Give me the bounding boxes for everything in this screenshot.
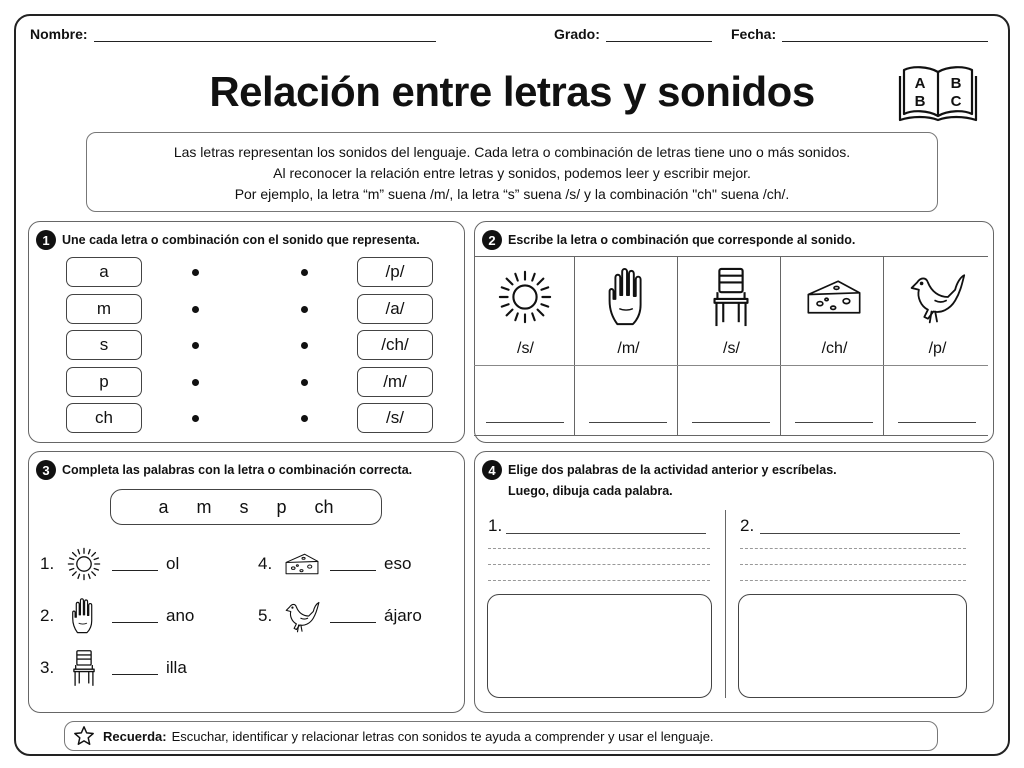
abc-book-icon bbox=[898, 62, 978, 122]
word-1-label: 1. bbox=[488, 516, 503, 535]
answer-line[interactable] bbox=[795, 422, 873, 423]
word-ending: eso bbox=[384, 554, 412, 573]
intro-box bbox=[86, 132, 938, 212]
activity-4-number: 4 bbox=[482, 460, 502, 480]
item-number: 2. bbox=[40, 606, 55, 625]
chair-icon bbox=[66, 649, 102, 687]
word-ending: illa bbox=[166, 658, 187, 677]
letter-box: a bbox=[66, 257, 142, 287]
name-line[interactable] bbox=[94, 26, 436, 42]
bird-icon bbox=[284, 597, 320, 635]
chair-icon bbox=[702, 266, 760, 328]
book-letter-c: C bbox=[950, 93, 962, 110]
intro-line-3: Por ejemplo, la letra “m” suena /m/, la letra “s” suena /s/ y la combinación "ch" suena /ch/. bbox=[234, 186, 790, 202]
fill-blank[interactable] bbox=[330, 557, 376, 571]
word-ending: ano bbox=[166, 606, 195, 625]
answer-line[interactable] bbox=[692, 422, 770, 423]
bank-item: a bbox=[158, 496, 169, 517]
sound-label: /s/ bbox=[723, 340, 740, 357]
word-ending: ájaro bbox=[384, 606, 422, 625]
activity-3-instruction: Completa las palabras con la letra o combinación correcta. bbox=[62, 463, 413, 477]
guide-line bbox=[740, 580, 966, 581]
activity-3-number: 3 bbox=[36, 460, 56, 480]
match-dot-left[interactable] bbox=[192, 342, 199, 349]
word-item bbox=[40, 597, 194, 635]
intro-line-1: Las letras representan los sonidos del lenguaje. Cada letra o combinación de letras tiene uno o más sonidos. bbox=[173, 144, 851, 160]
guide-line bbox=[488, 564, 710, 565]
activity-1-number: 1 bbox=[36, 230, 56, 250]
answer-line[interactable] bbox=[486, 422, 564, 423]
activity-4-instruction-1: Elige dos palabras de la actividad anterior y escríbelas. bbox=[508, 463, 837, 477]
date-field[interactable] bbox=[731, 26, 988, 42]
letter-box: m bbox=[66, 294, 142, 324]
table-divider bbox=[474, 365, 988, 366]
activity-1-instruction: Une cada letra o combinación con el sonido que representa. bbox=[62, 233, 420, 247]
word-2-line[interactable] bbox=[760, 533, 960, 534]
book-letter-a: A bbox=[914, 75, 926, 92]
sound-label: /p/ bbox=[928, 340, 947, 357]
word-2-label: 2. bbox=[740, 516, 755, 535]
word-item bbox=[40, 649, 187, 687]
grade-label: Grado: bbox=[554, 26, 600, 42]
word-item bbox=[258, 597, 422, 635]
sound-box: /p/ bbox=[357, 257, 433, 287]
match-dot-right[interactable] bbox=[301, 379, 308, 386]
answer-line[interactable] bbox=[898, 422, 976, 423]
activity-2-title bbox=[482, 230, 855, 250]
bank-item: p bbox=[276, 496, 287, 517]
sun-icon bbox=[66, 545, 102, 583]
grade-field[interactable] bbox=[554, 26, 712, 42]
match-dot-right[interactable] bbox=[301, 342, 308, 349]
bird-icon bbox=[908, 266, 966, 328]
date-label: Fecha: bbox=[731, 26, 777, 42]
match-dot-right[interactable] bbox=[301, 269, 308, 276]
fill-blank[interactable] bbox=[112, 557, 158, 571]
item-number: 4. bbox=[258, 554, 273, 573]
sound-box: /m/ bbox=[357, 367, 433, 397]
bank-item: m bbox=[196, 496, 212, 517]
sound-box: /ch/ bbox=[357, 330, 433, 360]
item-number: 1. bbox=[40, 554, 55, 573]
activity-2-number: 2 bbox=[482, 230, 502, 250]
drawing-box-1[interactable] bbox=[487, 594, 712, 698]
book-letter-b2: B bbox=[914, 93, 926, 110]
guide-line bbox=[740, 564, 966, 565]
name-label: Nombre: bbox=[30, 26, 88, 42]
fill-blank[interactable] bbox=[112, 661, 158, 675]
letter-box: s bbox=[66, 330, 142, 360]
star-icon bbox=[73, 725, 95, 747]
fill-blank[interactable] bbox=[112, 609, 158, 623]
page-title: Relación entre letras y sonidos bbox=[209, 68, 815, 115]
match-dot-left[interactable] bbox=[192, 379, 199, 386]
activity-4-title bbox=[482, 460, 837, 480]
bank-item: s bbox=[239, 496, 249, 517]
answer-line[interactable] bbox=[589, 422, 667, 423]
guide-line bbox=[740, 548, 966, 549]
match-dot-left[interactable] bbox=[192, 306, 199, 313]
word-1-line[interactable] bbox=[506, 533, 706, 534]
reminder-box bbox=[64, 721, 938, 751]
sound-box: /a/ bbox=[357, 294, 433, 324]
item-number: 5. bbox=[258, 606, 273, 625]
guide-line bbox=[488, 548, 710, 549]
grade-line[interactable] bbox=[606, 26, 712, 42]
activity-3-title bbox=[36, 460, 412, 480]
bank-item: ch bbox=[314, 496, 334, 517]
fill-blank[interactable] bbox=[330, 609, 376, 623]
match-dot-left[interactable] bbox=[192, 269, 199, 276]
intro-line-2: Al reconocer la relación entre letras y sonidos, podemos leer y escribir mejor. bbox=[273, 165, 751, 181]
date-line[interactable] bbox=[782, 26, 988, 42]
word-bank bbox=[110, 489, 382, 525]
reminder-text: Escuchar, identificar y relacionar letras con sonidos te ayuda a comprender y usar el lenguaje. bbox=[171, 728, 714, 744]
word-item bbox=[258, 545, 411, 583]
activity-4-instruction-2: Luego, dibuja cada palabra. bbox=[508, 484, 673, 498]
match-dot-right[interactable] bbox=[301, 415, 308, 422]
item-number: 3. bbox=[40, 658, 55, 677]
name-field[interactable] bbox=[30, 26, 436, 42]
word-ending: ol bbox=[166, 554, 180, 573]
hand-icon bbox=[66, 597, 102, 635]
sun-icon bbox=[496, 266, 554, 328]
activity-4-divider bbox=[725, 510, 726, 698]
letter-box: p bbox=[66, 367, 142, 397]
book-letter-b1: B bbox=[950, 75, 962, 92]
drawing-box-2[interactable] bbox=[738, 594, 967, 698]
sound-label: /ch/ bbox=[821, 340, 848, 357]
activity-1-title bbox=[36, 230, 420, 250]
sound-box: /s/ bbox=[357, 403, 433, 433]
match-dot-left[interactable] bbox=[192, 415, 199, 422]
hand-icon bbox=[599, 266, 657, 328]
activity-2-instruction: Escribe la letra o combinación que corresponde al sonido. bbox=[508, 233, 856, 247]
sound-label: /s/ bbox=[517, 340, 534, 357]
sound-label: /m/ bbox=[617, 340, 640, 357]
cheese-icon bbox=[284, 545, 320, 583]
letter-box: ch bbox=[66, 403, 142, 433]
reminder-bold: Recuerda: bbox=[103, 728, 167, 744]
cheese-icon bbox=[805, 266, 863, 328]
match-dot-right[interactable] bbox=[301, 306, 308, 313]
word-item bbox=[40, 545, 179, 583]
guide-line bbox=[488, 580, 710, 581]
